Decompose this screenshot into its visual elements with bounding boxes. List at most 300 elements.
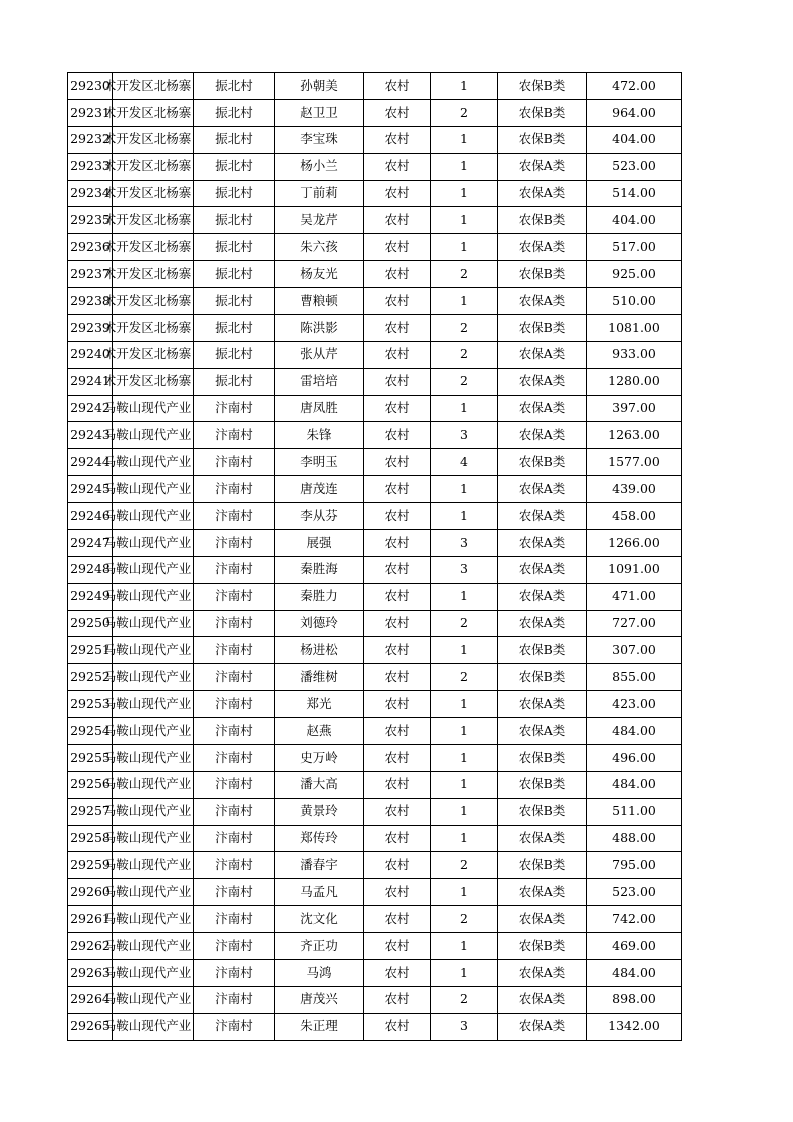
count-cell: 1 [431, 288, 498, 315]
table-row [68, 529, 682, 556]
row-id-cell: 29247 [68, 529, 113, 556]
area-text: 术开发区北杨寨 [103, 265, 192, 281]
count-cell: 1 [431, 744, 498, 771]
name-cell: 吴龙芹 [275, 207, 364, 234]
count-cell: 1 [431, 771, 498, 798]
type-cell: 农村 [364, 126, 431, 153]
row-id-cell: 29242 [68, 395, 113, 422]
count-cell: 2 [431, 986, 498, 1013]
amount-cell: 1577.00 [587, 449, 682, 476]
type-cell: 农村 [364, 261, 431, 288]
table-row [68, 744, 682, 771]
area-cell [103, 610, 194, 637]
amount-cell: 1266.00 [587, 529, 682, 556]
area-text: 术开发区北杨寨 [103, 238, 192, 254]
row-id-cell: 29241 [68, 368, 113, 395]
type-cell: 农村 [364, 610, 431, 637]
type-cell: 农村 [364, 986, 431, 1013]
amount-cell: 484.00 [587, 771, 682, 798]
area-cell [103, 422, 194, 449]
name-cell: 黄景玲 [275, 798, 364, 825]
table-row [68, 180, 682, 207]
name-cell: 齐正功 [275, 933, 364, 960]
area-text: 马鞍山现代产业 [103, 615, 192, 631]
amount-cell: 925.00 [587, 261, 682, 288]
table-row [68, 798, 682, 825]
area-text: 术开发区北杨寨 [103, 77, 192, 93]
village-cell: 振北村 [194, 368, 275, 395]
category-cell: 农保B类 [498, 99, 587, 126]
row-id-cell: 29260 [68, 879, 113, 906]
category-cell: 农保A类 [498, 986, 587, 1013]
type-cell: 农村 [364, 476, 431, 503]
village-cell: 振北村 [194, 153, 275, 180]
row-id-cell: 29253 [68, 691, 113, 718]
village-cell: 振北村 [194, 180, 275, 207]
row-id-cell: 29263 [68, 959, 113, 986]
type-cell: 农村 [364, 73, 431, 100]
area-text: 马鞍山现代产业 [103, 668, 192, 684]
row-id-cell: 29232 [68, 126, 113, 153]
area-text: 术开发区北杨寨 [103, 131, 192, 147]
count-cell: 1 [431, 207, 498, 234]
village-cell: 汴南村 [194, 744, 275, 771]
table-row [68, 503, 682, 530]
name-cell: 孙朝美 [275, 73, 364, 100]
category-cell: 农保B类 [498, 314, 587, 341]
category-cell: 农保A类 [498, 583, 587, 610]
village-cell: 汴南村 [194, 718, 275, 745]
area-text: 术开发区北杨寨 [103, 104, 192, 120]
amount-cell: 404.00 [587, 126, 682, 153]
row-id-cell: 29237 [68, 261, 113, 288]
type-cell: 农村 [364, 583, 431, 610]
count-cell: 1 [431, 153, 498, 180]
category-cell: 农保B类 [498, 637, 587, 664]
amount-cell: 514.00 [587, 180, 682, 207]
area-text: 马鞍山现代产业 [103, 507, 192, 523]
row-id-cell: 29231 [68, 99, 113, 126]
count-cell: 1 [431, 126, 498, 153]
village-cell: 汴南村 [194, 1013, 275, 1040]
area-text: 马鞍山现代产业 [103, 722, 192, 738]
category-cell: 农保A类 [498, 153, 587, 180]
type-cell: 农村 [364, 422, 431, 449]
type-cell: 农村 [364, 99, 431, 126]
amount-cell: 484.00 [587, 959, 682, 986]
type-cell: 农村 [364, 368, 431, 395]
area-cell [103, 906, 194, 933]
amount-cell: 472.00 [587, 73, 682, 100]
category-cell: 农保B类 [498, 933, 587, 960]
count-cell: 2 [431, 664, 498, 691]
name-cell: 李从芬 [275, 503, 364, 530]
amount-cell: 458.00 [587, 503, 682, 530]
row-id-cell: 29258 [68, 825, 113, 852]
amount-cell: 727.00 [587, 610, 682, 637]
table-row [68, 395, 682, 422]
name-cell: 唐茂连 [275, 476, 364, 503]
table-row [68, 879, 682, 906]
village-cell: 振北村 [194, 314, 275, 341]
amount-cell: 404.00 [587, 207, 682, 234]
row-id-cell: 29259 [68, 852, 113, 879]
table-row [68, 449, 682, 476]
area-text: 马鞍山现代产业 [103, 857, 192, 873]
area-cell [103, 959, 194, 986]
area-text: 术开发区北杨寨 [103, 346, 192, 362]
type-cell: 农村 [364, 637, 431, 664]
category-cell: 农保A类 [498, 556, 587, 583]
name-cell: 沈文化 [275, 906, 364, 933]
category-cell: 农保A类 [498, 959, 587, 986]
row-id-cell: 29257 [68, 798, 113, 825]
type-cell: 农村 [364, 959, 431, 986]
row-id-cell: 29261 [68, 906, 113, 933]
table-row [68, 771, 682, 798]
table-row [68, 288, 682, 315]
count-cell: 3 [431, 529, 498, 556]
type-cell: 农村 [364, 395, 431, 422]
type-cell: 农村 [364, 529, 431, 556]
row-id-cell: 29236 [68, 234, 113, 261]
row-id-cell: 29240 [68, 341, 113, 368]
count-cell: 2 [431, 368, 498, 395]
name-cell: 唐茂兴 [275, 986, 364, 1013]
village-cell: 汴南村 [194, 422, 275, 449]
category-cell: 农保A类 [498, 288, 587, 315]
type-cell: 农村 [364, 691, 431, 718]
type-cell: 农村 [364, 234, 431, 261]
type-cell: 农村 [364, 825, 431, 852]
name-cell: 秦胜力 [275, 583, 364, 610]
row-id-cell: 29249 [68, 583, 113, 610]
village-cell: 汴南村 [194, 959, 275, 986]
amount-cell: 307.00 [587, 637, 682, 664]
name-cell: 马孟凡 [275, 879, 364, 906]
row-id-cell: 29254 [68, 718, 113, 745]
count-cell: 1 [431, 718, 498, 745]
name-cell: 杨小兰 [275, 153, 364, 180]
village-cell: 汴南村 [194, 503, 275, 530]
village-cell: 振北村 [194, 99, 275, 126]
amount-cell: 471.00 [587, 583, 682, 610]
count-cell: 1 [431, 879, 498, 906]
row-id-cell: 29234 [68, 180, 113, 207]
village-cell: 汴南村 [194, 664, 275, 691]
area-text: 马鞍山现代产业 [103, 561, 192, 577]
area-cell [103, 1013, 194, 1040]
count-cell: 2 [431, 261, 498, 288]
village-cell: 汴南村 [194, 906, 275, 933]
row-id-cell: 29239 [68, 314, 113, 341]
type-cell: 农村 [364, 906, 431, 933]
village-cell: 汴南村 [194, 986, 275, 1013]
name-cell: 史万岭 [275, 744, 364, 771]
village-cell: 汴南村 [194, 691, 275, 718]
category-cell: 农保A类 [498, 503, 587, 530]
row-id-cell: 29238 [68, 288, 113, 315]
area-cell [103, 99, 194, 126]
area-text: 马鞍山现代产业 [103, 588, 192, 604]
name-cell: 朱正理 [275, 1013, 364, 1040]
table-row [68, 959, 682, 986]
area-cell [103, 664, 194, 691]
area-cell [103, 986, 194, 1013]
category-cell: 农保A类 [498, 422, 587, 449]
area-text: 马鞍山现代产业 [103, 803, 192, 819]
amount-cell: 523.00 [587, 153, 682, 180]
count-cell: 1 [431, 798, 498, 825]
village-cell: 振北村 [194, 126, 275, 153]
amount-cell: 511.00 [587, 798, 682, 825]
count-cell: 1 [431, 234, 498, 261]
area-cell [103, 879, 194, 906]
area-cell [103, 341, 194, 368]
amount-cell: 439.00 [587, 476, 682, 503]
area-cell [103, 825, 194, 852]
row-id-cell: 29245 [68, 476, 113, 503]
category-cell: 农保B类 [498, 664, 587, 691]
area-text: 马鞍山现代产业 [103, 776, 192, 792]
area-cell [103, 153, 194, 180]
table-row [68, 73, 682, 100]
amount-cell: 488.00 [587, 825, 682, 852]
category-cell: 农保A类 [498, 476, 587, 503]
area-cell [103, 234, 194, 261]
village-cell: 汴南村 [194, 529, 275, 556]
type-cell: 农村 [364, 771, 431, 798]
type-cell: 农村 [364, 288, 431, 315]
category-cell: 农保A类 [498, 825, 587, 852]
count-cell: 1 [431, 959, 498, 986]
area-text: 术开发区北杨寨 [103, 158, 192, 174]
table-row [68, 583, 682, 610]
village-cell: 汴南村 [194, 583, 275, 610]
count-cell: 3 [431, 422, 498, 449]
area-text: 马鞍山现代产业 [103, 937, 192, 953]
type-cell: 农村 [364, 852, 431, 879]
table-row [68, 261, 682, 288]
area-cell [103, 288, 194, 315]
category-cell: 农保A类 [498, 906, 587, 933]
amount-cell: 397.00 [587, 395, 682, 422]
village-cell: 汴南村 [194, 449, 275, 476]
area-cell [103, 476, 194, 503]
name-cell: 秦胜海 [275, 556, 364, 583]
table-row [68, 637, 682, 664]
type-cell: 农村 [364, 556, 431, 583]
table-row [68, 422, 682, 449]
row-id-cell: 29255 [68, 744, 113, 771]
area-text: 马鞍山现代产业 [103, 749, 192, 765]
area-cell [103, 933, 194, 960]
area-cell [103, 718, 194, 745]
type-cell: 农村 [364, 933, 431, 960]
table-row [68, 825, 682, 852]
name-cell: 潘维树 [275, 664, 364, 691]
row-id-cell: 29233 [68, 153, 113, 180]
amount-cell: 1342.00 [587, 1013, 682, 1040]
area-text: 马鞍山现代产业 [103, 883, 192, 899]
amount-cell: 517.00 [587, 234, 682, 261]
village-cell: 汴南村 [194, 933, 275, 960]
area-cell [103, 691, 194, 718]
village-cell: 振北村 [194, 261, 275, 288]
area-text: 术开发区北杨寨 [103, 185, 192, 201]
village-cell: 汴南村 [194, 852, 275, 879]
table-row [68, 718, 682, 745]
type-cell: 农村 [364, 1013, 431, 1040]
name-cell: 雷培培 [275, 368, 364, 395]
row-id-cell: 29256 [68, 771, 113, 798]
name-cell: 朱六孩 [275, 234, 364, 261]
name-cell: 朱锋 [275, 422, 364, 449]
row-id-cell: 29243 [68, 422, 113, 449]
area-cell [103, 583, 194, 610]
category-cell: 农保B类 [498, 771, 587, 798]
row-id-cell: 29246 [68, 503, 113, 530]
category-cell: 农保A类 [498, 368, 587, 395]
area-cell [103, 126, 194, 153]
count-cell: 1 [431, 691, 498, 718]
category-cell: 农保A类 [498, 610, 587, 637]
name-cell: 李明玉 [275, 449, 364, 476]
table-row [68, 99, 682, 126]
type-cell: 农村 [364, 341, 431, 368]
table-row [68, 234, 682, 261]
row-id-cell: 29248 [68, 556, 113, 583]
count-cell: 1 [431, 933, 498, 960]
village-cell: 振北村 [194, 73, 275, 100]
table-row [68, 933, 682, 960]
table-body [68, 73, 682, 1041]
area-text: 马鞍山现代产业 [103, 400, 192, 416]
area-cell [103, 637, 194, 664]
table-row [68, 906, 682, 933]
category-cell: 农保B类 [498, 852, 587, 879]
name-cell: 郑光 [275, 691, 364, 718]
count-cell: 1 [431, 180, 498, 207]
count-cell: 2 [431, 99, 498, 126]
area-text: 马鞍山现代产业 [103, 1018, 192, 1034]
count-cell: 3 [431, 1013, 498, 1040]
row-id-cell: 29251 [68, 637, 113, 664]
name-cell: 杨进松 [275, 637, 364, 664]
area-cell [103, 771, 194, 798]
amount-cell: 484.00 [587, 718, 682, 745]
name-cell: 唐凤胜 [275, 395, 364, 422]
area-cell [103, 744, 194, 771]
table-row [68, 852, 682, 879]
type-cell: 农村 [364, 798, 431, 825]
area-text: 马鞍山现代产业 [103, 453, 192, 469]
village-cell: 振北村 [194, 207, 275, 234]
table-row [68, 341, 682, 368]
area-text: 术开发区北杨寨 [103, 292, 192, 308]
name-cell: 张从芹 [275, 341, 364, 368]
name-cell: 李宝珠 [275, 126, 364, 153]
amount-cell: 423.00 [587, 691, 682, 718]
row-id-cell: 29262 [68, 933, 113, 960]
area-text: 马鞍山现代产业 [103, 534, 192, 550]
table-row [68, 153, 682, 180]
area-text: 马鞍山现代产业 [103, 991, 192, 1007]
row-id-cell: 29265 [68, 1013, 113, 1040]
village-cell: 汴南村 [194, 879, 275, 906]
village-cell: 汴南村 [194, 395, 275, 422]
row-id-cell: 29230 [68, 73, 113, 100]
type-cell: 农村 [364, 744, 431, 771]
type-cell: 农村 [364, 503, 431, 530]
count-cell: 2 [431, 610, 498, 637]
area-text: 马鞍山现代产业 [103, 480, 192, 496]
village-cell: 汴南村 [194, 798, 275, 825]
area-cell [103, 852, 194, 879]
amount-cell: 1263.00 [587, 422, 682, 449]
name-cell: 赵卫卫 [275, 99, 364, 126]
village-cell: 汴南村 [194, 771, 275, 798]
category-cell: 农保B类 [498, 73, 587, 100]
area-text: 马鞍山现代产业 [103, 642, 192, 658]
count-cell: 2 [431, 341, 498, 368]
area-text: 术开发区北杨寨 [103, 319, 192, 335]
area-text: 术开发区北杨寨 [103, 373, 192, 389]
area-cell [103, 556, 194, 583]
name-cell: 杨友光 [275, 261, 364, 288]
category-cell: 农保A类 [498, 529, 587, 556]
amount-cell: 469.00 [587, 933, 682, 960]
area-text: 马鞍山现代产业 [103, 964, 192, 980]
category-cell: 农保B类 [498, 798, 587, 825]
category-cell: 农保B类 [498, 744, 587, 771]
count-cell: 1 [431, 73, 498, 100]
village-cell: 振北村 [194, 341, 275, 368]
amount-cell: 964.00 [587, 99, 682, 126]
category-cell: 农保B类 [498, 126, 587, 153]
area-cell [103, 314, 194, 341]
category-cell: 农保A类 [498, 718, 587, 745]
name-cell: 郑传玲 [275, 825, 364, 852]
table-row [68, 664, 682, 691]
count-cell: 1 [431, 395, 498, 422]
count-cell: 2 [431, 852, 498, 879]
type-cell: 农村 [364, 207, 431, 234]
row-id-cell: 29252 [68, 664, 113, 691]
area-text: 马鞍山现代产业 [103, 830, 192, 846]
name-cell: 展强 [275, 529, 364, 556]
row-id-cell: 29244 [68, 449, 113, 476]
count-cell: 4 [431, 449, 498, 476]
village-cell: 汴南村 [194, 610, 275, 637]
amount-cell: 1091.00 [587, 556, 682, 583]
name-cell: 潘春宇 [275, 852, 364, 879]
row-id-cell: 29264 [68, 986, 113, 1013]
area-cell [103, 261, 194, 288]
amount-cell: 1280.00 [587, 368, 682, 395]
count-cell: 1 [431, 583, 498, 610]
area-cell [103, 207, 194, 234]
table-row [68, 476, 682, 503]
area-cell [103, 798, 194, 825]
count-cell: 1 [431, 637, 498, 664]
type-cell: 农村 [364, 664, 431, 691]
amount-cell: 496.00 [587, 744, 682, 771]
category-cell: 农保A类 [498, 879, 587, 906]
category-cell: 农保B类 [498, 207, 587, 234]
category-cell: 农保A类 [498, 234, 587, 261]
type-cell: 农村 [364, 449, 431, 476]
